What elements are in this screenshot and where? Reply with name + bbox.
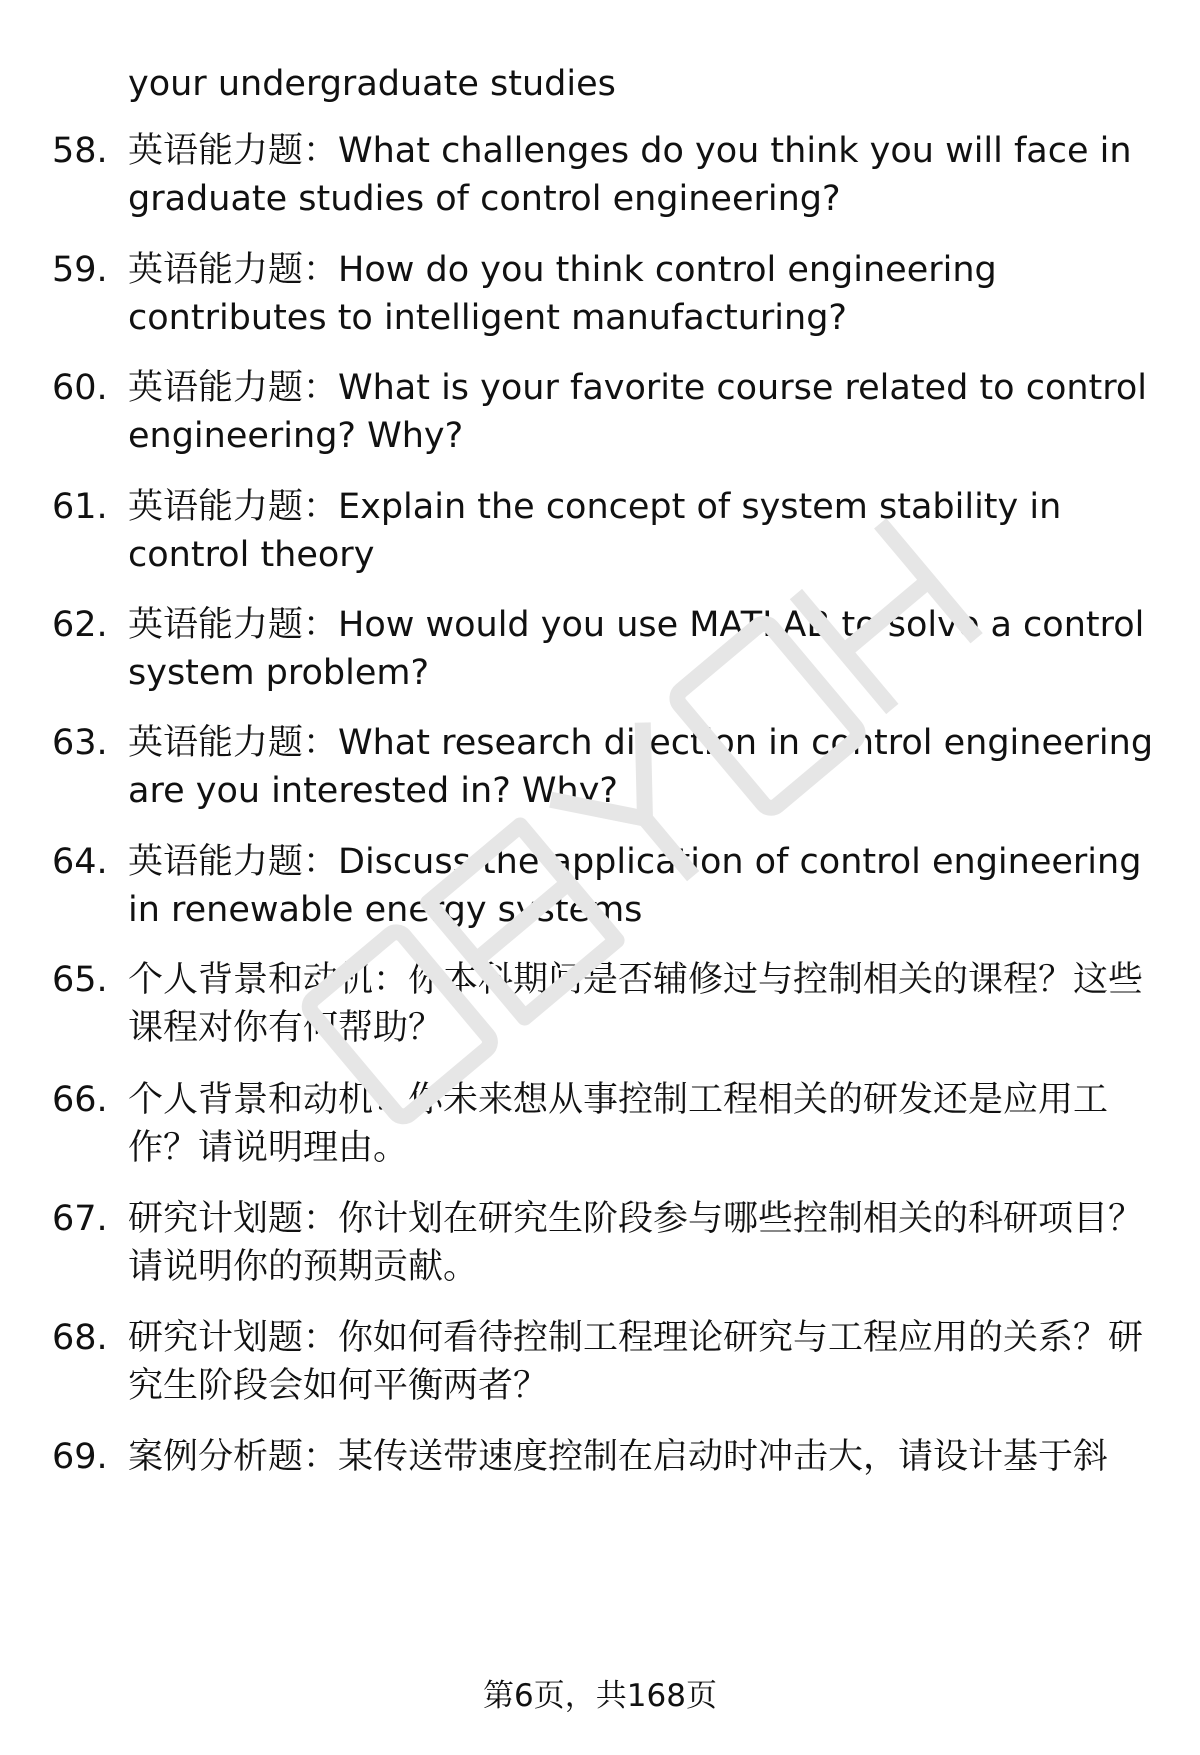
item-number: 63.	[52, 723, 108, 763]
item-number: 64.	[52, 842, 108, 882]
list-item-64	[52, 838, 1158, 934]
list-item-69	[52, 1433, 1158, 1481]
item-text: 英语能力题：What research direction in control engineering are you interested in? Why?	[128, 723, 1154, 811]
item-number: 65.	[52, 960, 108, 1000]
item-number: 62.	[52, 605, 108, 645]
item-text: 英语能力题：What challenges do you think you will face in graduate studies of control engineering?	[128, 131, 1132, 219]
list-item-59	[52, 246, 1158, 342]
item-number: 66.	[52, 1080, 108, 1120]
item-text: 研究计划题：你计划在研究生阶段参与哪些控制相关的科研项目？请说明你的预期贡献。	[128, 1199, 1144, 1287]
item-number: 69.	[52, 1437, 108, 1477]
list-item-58	[52, 127, 1158, 223]
item-number: 67.	[52, 1199, 108, 1239]
item-text: 研究计划题：你如何看待控制工程理论研究与工程应用的关系？研究生阶段会如何平衡两者？	[128, 1318, 1144, 1406]
list-item-65	[52, 956, 1158, 1052]
continuation-line: your undergraduate studies	[128, 64, 616, 104]
page-footer: 第6页，共168页	[483, 1678, 717, 1714]
list-item-68	[52, 1314, 1158, 1410]
item-number: 59.	[52, 250, 108, 290]
item-number: 68.	[52, 1318, 108, 1358]
item-text: 个人背景和动机：你本科期间是否辅修过与控制相关的课程？这些课程对你有何帮助？	[128, 960, 1144, 1048]
list-item-67	[52, 1195, 1158, 1291]
item-number: 61.	[52, 487, 108, 527]
list-item-63	[52, 719, 1158, 815]
list-item-62	[52, 601, 1158, 697]
item-text: 案例分析题：某传送带速度控制在启动时冲击大，请设计基于斜	[128, 1437, 1109, 1477]
item-number: 60.	[52, 368, 108, 408]
item-number: 58.	[52, 131, 108, 171]
item-text: 个人背景和动机：你未来想从事控制工程相关的研发还是应用工作？请说明理由。	[128, 1080, 1109, 1168]
item-text: 英语能力题：What is your favorite course related to control engineering? Why?	[128, 368, 1148, 456]
item-text: 英语能力题：Discuss the application of control engineering in renewable energy systems	[128, 842, 1142, 930]
list-item-66	[52, 1076, 1158, 1172]
list-item-60	[52, 364, 1158, 460]
item-text: 英语能力题：Explain the concept of system stability in control theory	[128, 487, 1062, 575]
item-text: 英语能力题：How would you use MATLAB to solve a control system problem?	[128, 605, 1145, 693]
item-text: 英语能力题：How do you think control engineering contributes to intelligent manufacturing?	[128, 250, 997, 338]
list-item-61	[52, 483, 1158, 579]
